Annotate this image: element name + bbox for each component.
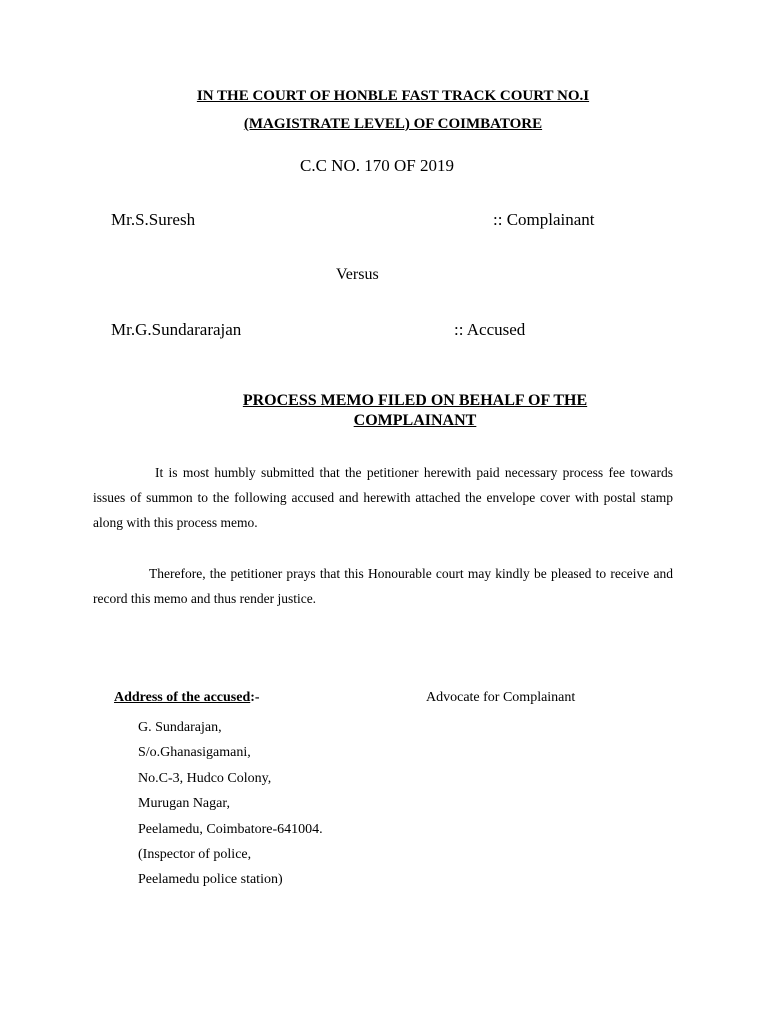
address-line: Murugan Nagar, — [138, 796, 230, 812]
address-line: No.C-3, Hudco Colony, — [138, 770, 272, 786]
address-line: Peelamedu, Coimbatore-641004. — [138, 821, 323, 837]
address-line: Peelamedu police station) — [138, 872, 283, 888]
address-line: G. Sundarajan, — [138, 720, 222, 735]
prayer-paragraph: Therefore, the petitioner prays that this Honourable court may kindly be pleased to receive and record this memo and thus render justice. — [93, 566, 673, 606]
versus-label: Versus — [336, 266, 379, 283]
memo-title-line-1: PROCESS MEMO FILED ON BEHALF OF THE — [242, 392, 588, 409]
case-number: C.C NO. 170 OF 2019 — [300, 156, 454, 175]
advocate-signature-label: Advocate for Complainant — [426, 690, 576, 705]
address-heading-text: Address of the accused — [114, 690, 251, 705]
address-line: S/o.Ghanasigamani, — [138, 745, 251, 761]
accused-role-label: :: Accused — [454, 320, 526, 339]
submission-paragraph: It is most humbly submitted that the petitioner herewith paid necessary process fee towards issues of summon to the following accused and herewith attached the envelope cover with postal stamp along with this process memo. — [93, 465, 673, 530]
address-heading — [114, 690, 260, 706]
accused-name: Mr.G.Sundararajan — [111, 320, 242, 339]
court-title-line-1: IN THE COURT OF HONBLE FAST TRACK COURT NO.I — [196, 88, 590, 104]
complainant-role-label: :: Complainant — [493, 210, 595, 229]
address-line: (Inspector of police, — [138, 847, 252, 863]
accused-address-block — [138, 715, 323, 893]
address-heading-suffix: :- — [250, 690, 260, 705]
complainant-name: Mr.S.Suresh — [111, 210, 196, 229]
memo-title-line-2: COMPLAINANT — [353, 412, 477, 429]
court-title-line-2: (MAGISTRATE LEVEL) OF COIMBATORE — [243, 116, 543, 132]
